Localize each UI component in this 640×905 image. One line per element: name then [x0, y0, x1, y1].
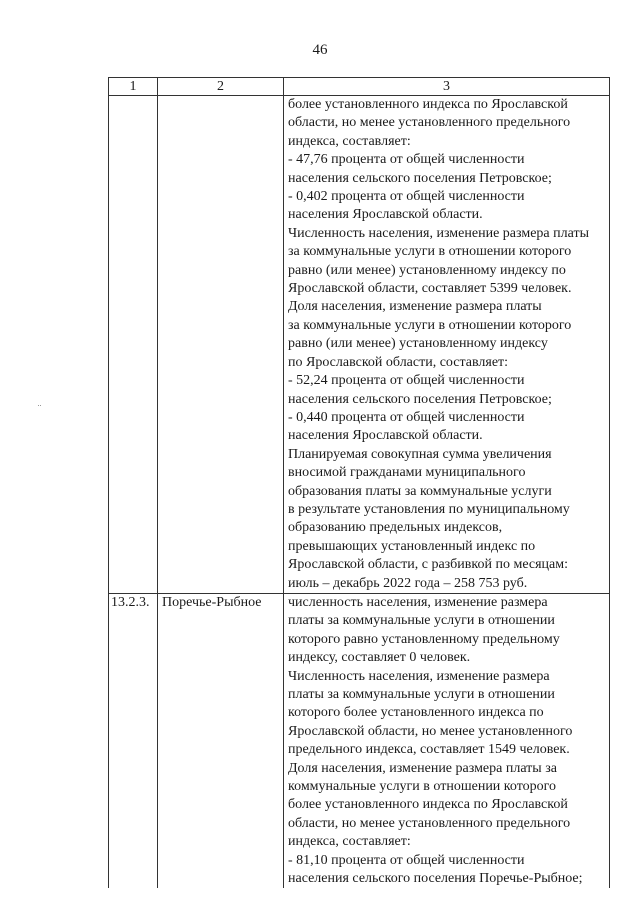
text-line: июль – декабрь 2022 года – 258 753 руб.: [288, 575, 528, 591]
text-line: образования платы за коммунальные услуги: [288, 483, 552, 499]
text-line: Численность населения, изменение размера: [288, 668, 550, 684]
text-line: образованию предельных индексов,: [288, 520, 503, 536]
text-line: в результате установления по муниципальному: [288, 501, 570, 517]
header-col-3: 3: [284, 78, 610, 96]
text-line: по Ярославской области, составляет:: [288, 354, 509, 370]
settlement-name: Поречье-Рыбное: [158, 593, 284, 888]
text-line: Ярославской области, но менее установленного: [288, 723, 573, 739]
text-line: Ярославской области, с разбивкой по месяцам:: [288, 557, 569, 573]
table-row: [109, 96, 610, 594]
text-line: Доля населения, изменение размера платы за: [288, 760, 557, 776]
text-line: Планируемая совокупная сумма увеличения: [288, 446, 552, 462]
text-line: - 0,440 процента от общей численности: [288, 409, 525, 425]
data-table: [108, 77, 610, 888]
text-line: коммунальные услуги в отношении которого: [288, 779, 557, 795]
text-line: которого более установленного индекса по: [288, 705, 544, 721]
table-header-row: [109, 78, 610, 96]
row-number: 13.2.3.: [109, 593, 158, 888]
text-line: платы за коммунальные услуги в отношении: [288, 613, 555, 629]
text-line: равно (или менее) установленному индексу: [288, 336, 548, 352]
text-line: - 52,24 процента от общей численности: [288, 373, 525, 389]
text-line: за коммунальные услуги в отношении которого: [288, 244, 572, 260]
text-line: равно (или менее) установленному индексу по: [288, 262, 566, 278]
row-description: [284, 593, 610, 888]
text-line: более установленного индекса по Ярославской: [288, 97, 568, 112]
row-description: [284, 96, 610, 594]
text-line: населения сельского поселения Поречье-Рыбное;: [288, 871, 583, 887]
scan-mark: [38, 405, 41, 409]
text-line: области, но менее установленного предельного: [288, 815, 571, 831]
text-line: индексу, составляет 0 человек.: [288, 650, 471, 666]
text-line: - 0,402 процента от общей численности: [288, 189, 525, 205]
text-line: Ярославской области, составляет 5399 человек.: [288, 281, 572, 297]
text-line: Доля населения, изменение размера платы: [288, 299, 542, 315]
text-line: населения Ярославской области.: [288, 428, 483, 444]
text-line: области, но менее установленного предельного: [288, 115, 571, 131]
header-col-2: 2: [158, 78, 284, 96]
page-number: 46: [312, 42, 328, 58]
table-row: [109, 593, 610, 888]
row-number: [109, 96, 158, 594]
text-line: более установленного индекса по Ярославской: [288, 797, 568, 813]
text-line: индекса, составляет:: [288, 133, 411, 149]
text-line: Численность населения, изменение размера платы: [288, 225, 589, 241]
header-col-1: 1: [109, 78, 158, 96]
text-line: платы за коммунальные услуги в отношении: [288, 687, 555, 702]
text-line: вносимой гражданами муниципального: [288, 465, 526, 481]
text-line: - 81,10 процента от общей численности: [288, 852, 525, 868]
text-line: которого равно установленному предельному: [288, 631, 560, 647]
text-line: населения сельского поселения Петровское;: [288, 170, 552, 186]
text-line: населения сельского поселения Петровское;: [288, 391, 552, 407]
text-line: численность населения, изменение размера: [288, 594, 548, 610]
text-line: населения Ярославской области.: [288, 207, 483, 223]
text-line: превышающих установленный индекс по: [288, 538, 536, 554]
settlement-name: [158, 96, 284, 594]
text-line: за коммунальные услуги в отношении которого: [288, 317, 572, 333]
text-line: индекса, составляет:: [288, 834, 411, 850]
text-line: - 47,76 процента от общей численности: [288, 152, 525, 168]
text-line: предельного индекса, составляет 1549 человек.: [288, 742, 570, 758]
